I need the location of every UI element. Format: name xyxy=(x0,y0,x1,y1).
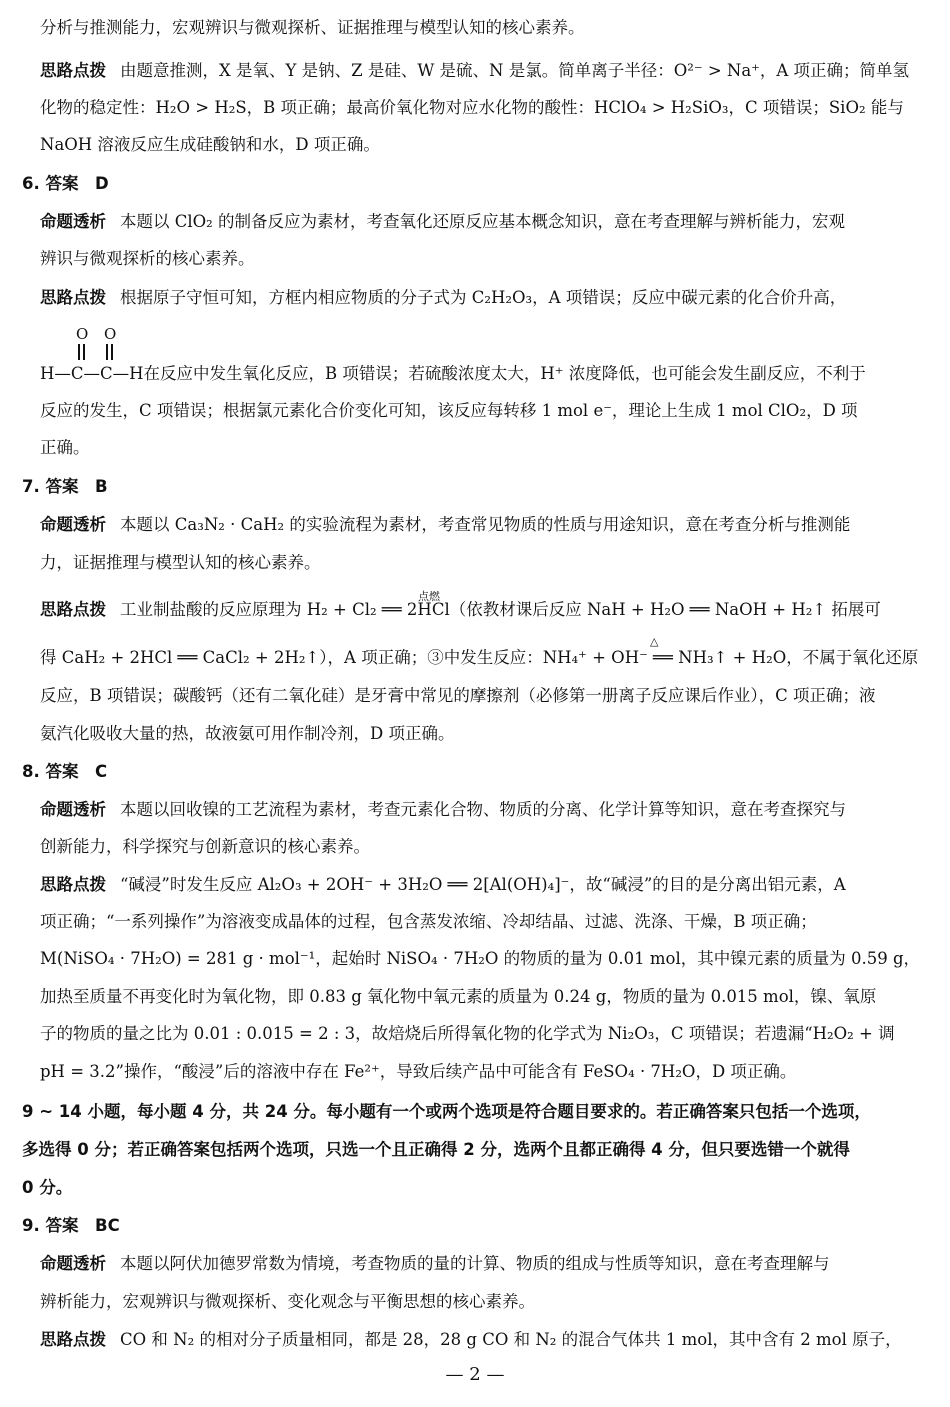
label-silu: 思路点拨 xyxy=(40,288,106,307)
text-line: 命题透析 本题以 Ca₃N₂ · CaH₂ 的实验流程为素材，考查常见物质的性质与用途知识，意在考查分析与推测能 xyxy=(40,515,851,534)
text-line: 思路点拨 CO 和 N₂ 的相对分子质量相同，都是 28，28 g CO 和 N₂ 的混合气体共 1 mol，其中含有 2 mol 原子， xyxy=(40,1330,902,1349)
text-line: 化物的稳定性：H₂O > H₂S，B 项正确；最高价氧化物对应水化物的酸性：HClO₄ > H₂SiO₃，C 项错误；SiO₂ 能与 xyxy=(40,98,904,117)
text-line: 思路点拨 “碱浸”时发生反应 Al₂O₃ + 2OH⁻ + 3H₂O ══ 2[Al(OH)₄]⁻，故“碱浸”的目的是分离出铝元素，A xyxy=(40,875,846,894)
text-line: 思路点拨 根据原子守恒可知，方框内相应物质的分子式为 C₂H₂O₃，A 项错误；反应中碳元素的化合价升高， xyxy=(40,288,847,307)
text-line: 正确。 xyxy=(40,438,90,457)
structure-chain: H—C—C—H xyxy=(40,364,144,383)
text-line: 思路点拨 工业制盐酸的反应原理为 H₂ + Cl₂ ══ 2HCl（依教材课后反应 NaH + H₂O ══ NaOH + H₂↑ 拓展可 xyxy=(40,600,881,619)
double-bond-line xyxy=(111,344,113,360)
text-line: 得 CaH₂ + 2HCl ══ CaCl₂ + 2H₂↑），A 项正确；③中发生反应：NH₄⁺ + OH⁻ ══ NH₃↑ + H₂O，不属于氧化还原 xyxy=(40,648,919,667)
text-line: 创新能力，科学探究与创新意识的核心素养。 xyxy=(40,837,370,856)
label-silu: 思路点拨 xyxy=(40,600,106,619)
text-line: 思路点拨 由题意推测，X 是氧、Y 是钠、Z 是硅、W 是硫、N 是氯。简单离子半径：O²⁻ > Na⁺，A 项正确；简单氢 xyxy=(40,61,910,80)
text-line: 子的物质的量之比为 0.01 : 0.015 = 2 : 3，故焙烧后所得氧化物的化学式为 Ni₂O₃，C 项错误；若遗漏“H₂O₂ + 调 xyxy=(40,1024,895,1043)
text-line: 辨识与微观探析的核心素养。 xyxy=(40,249,255,268)
text-line: NaOH 溶液反应生成硅酸钠和水，D 项正确。 xyxy=(40,135,380,154)
double-bond-line xyxy=(78,344,80,360)
text-line: 反应的发生，C 项错误；根据氯元素化合价变化可知，该反应每转移 1 mol e⁻，理论上生成 1 mol ClO₂，D 项 xyxy=(40,401,858,420)
text-line: 分析与推测能力，宏观辨识与微观探析、证据推理与模型认知的核心素养。 xyxy=(40,18,585,37)
answer-heading: 9. 答案 BC xyxy=(22,1216,120,1235)
arrow-condition-ignite: 点燃 xyxy=(418,590,440,603)
label-silu: 思路点拨 xyxy=(40,1330,106,1349)
label-mingti: 命题透析 xyxy=(40,212,106,231)
answer-heading: 6. 答案 D xyxy=(22,174,109,193)
text-line: M(NiSO₄ · 7H₂O) = 281 g · mol⁻¹，起始时 NiSO₄ · 7H₂O 的物质的量为 0.01 mol，其中镍元素的质量为 0.59 g， xyxy=(40,949,921,968)
answer-heading: 8. 答案 C xyxy=(22,762,108,781)
text-line: 命题透析 本题以阿伏加德罗常数为情境，考查物质的量的计算、物质的组成与性质等知识，意在考查理解与 xyxy=(40,1254,830,1273)
text-line: 氨汽化吸收大量的热，故液氨可用作制冷剂，D 项正确。 xyxy=(40,724,455,743)
text-line: 项正确；“一系列操作”为溶液变成晶体的过程，包含蒸发浓缩、冷却结晶、过滤、洗涤、干燥，B 项正确； xyxy=(40,912,817,931)
text-line: 命题透析 本题以回收镍的工艺流程为素材，考查元素化合物、物质的分离、化学计算等知识，意在考查探究与 xyxy=(40,800,846,819)
section-instruction: 9 ~ 14 小题，每小题 4 分，共 24 分。每小题有一个或两个选项是符合题目要求的。若正确答案只包括一个选项， xyxy=(22,1102,871,1121)
label-silu: 思路点拨 xyxy=(40,61,106,80)
double-bond-line xyxy=(106,344,108,360)
label-mingti: 命题透析 xyxy=(40,515,106,534)
text-line: 辨析能力，宏观辨识与微观探析、变化观念与平衡思想的核心素养。 xyxy=(40,1292,535,1311)
label-mingti: 命题透析 xyxy=(40,1254,106,1273)
text-line: pH = 3.2”操作，“酸浸”后的溶液中存在 Fe²⁺，导致后续产品中可能含有 FeSO₄ · 7H₂O，D 项正确。 xyxy=(40,1062,797,1081)
answer-heading: 7. 答案 B xyxy=(22,477,108,496)
double-bond-line xyxy=(83,344,85,360)
text-line: 命题透析 本题以 ClO₂ 的制备反应为素材，考查氧化还原反应基本概念知识，意在考查理解与辨析能力，宏观 xyxy=(40,212,846,231)
label-silu: 思路点拨 xyxy=(40,875,106,894)
text-line: 加热至质量不再变化时为氧化物，即 0.83 g 氧化物中氧元素的质量为 0.24 g，物质的量为 0.015 mol，镍、氧原 xyxy=(40,987,877,1006)
structure-oxygen-1: O xyxy=(76,325,89,343)
arrow-condition-heat: △ xyxy=(650,635,659,648)
text-line: 力，证据推理与模型认知的核心素养。 xyxy=(40,553,321,572)
label-mingti: 命题透析 xyxy=(40,800,106,819)
structure-oxygen-2: O xyxy=(104,325,117,343)
text-line: H—C—C—H在反应中发生氧化反应，B 项错误；若硫酸浓度太大，H⁺ 浓度降低，也可能会发生副反应，不利于 xyxy=(40,364,866,383)
text-line: 反应，B 项错误；碳酸钙（还有二氧化硅）是牙膏中常见的摩擦剂（必修第一册离子反应课后作业），C 项正确；液 xyxy=(40,686,876,705)
section-instruction: 0 分。 xyxy=(22,1178,73,1197)
page-number: — 2 — xyxy=(445,1364,505,1385)
section-instruction: 多选得 0 分；若正确答案包括两个选项，只选一个且正确得 2 分，选两个且都正确得 4 分，但只要选错一个就得 xyxy=(22,1140,850,1159)
